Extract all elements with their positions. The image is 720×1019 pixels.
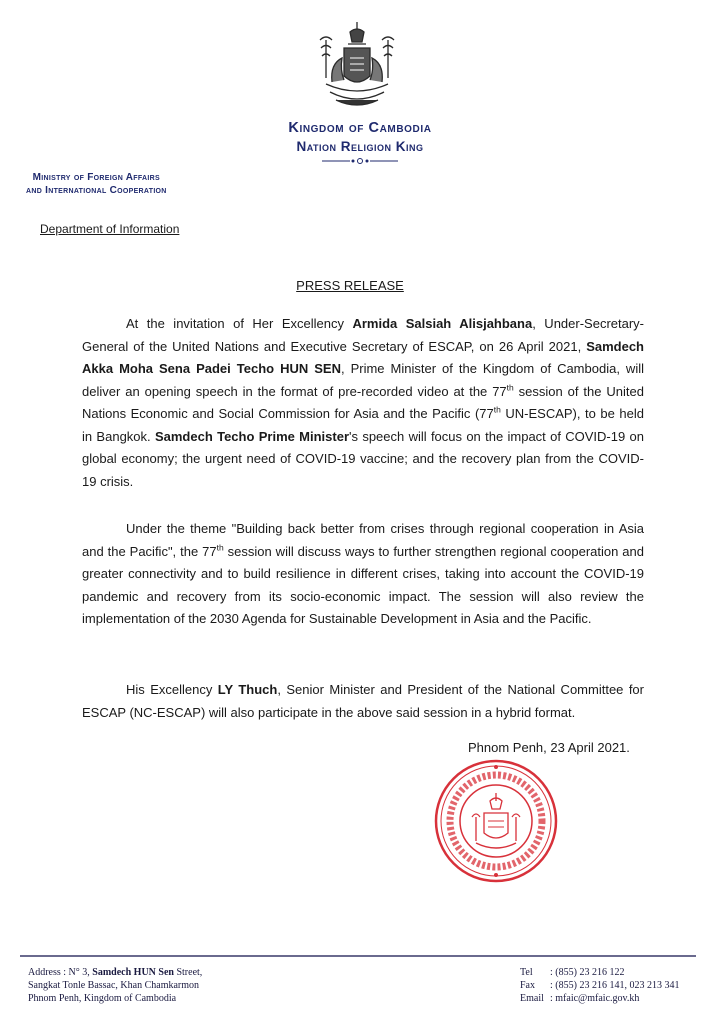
email-value[interactable]: : mfaic@mfaic.gov.kh (550, 993, 640, 1004)
ornament-divider-icon (320, 157, 400, 165)
footer-divider (20, 955, 696, 957)
p1-sup-1: th (506, 382, 514, 393)
p1-text-k: 's speech will focus on the impact of COVID-19 on global economy; the urgent need of COVID-19 vaccine; and the recovery plan from the COVID-19 crisis. (82, 428, 645, 489)
address-street-suffix: Street, (173, 967, 203, 978)
p1-sup-2: th (493, 404, 501, 415)
p3-name-ly-thuch: LY Thuch (217, 682, 278, 697)
footer-address (28, 966, 202, 1005)
address-street-name: Samdech HUN Sen (92, 967, 174, 978)
national-motto: Nation Religion King (296, 139, 424, 154)
address-line-2: Sangkat Tonle Bassac, Khan Chamkarmon (28, 980, 200, 991)
address-line-3: Phnom Penh, Kingdom of Cambodia (28, 993, 177, 1004)
p2-text-c: session will discuss ways to further strengthen regional cooperation and greater connectivity and to build resilience in different crises, taking into account the COVID-19 pandemic and recovery from its socio-economic impact. The session will also review the implementation of the 2030 Agenda for Sustainable Development in Asia and the Pacific. (82, 543, 644, 626)
footer-contact (520, 966, 679, 1005)
p3-text-a: His Excellency (126, 682, 218, 697)
paragraph-2 (82, 518, 644, 631)
official-seal-icon (432, 757, 560, 885)
p1-text-c: , Under-Secretary-General of the United Nations and Executive Secretary of ESCAP, on 26 April 2021, (82, 316, 645, 354)
p1-name-armida: Armida Salsiah Alisjahbana (352, 316, 533, 331)
p1-name-techo: Samdech Techo Prime Minister (154, 428, 350, 444)
p3-text-c: , Senior Minister and President of the National Committee for ESCAP (NC-ESCAP) will also participate in the above said session in a hybrid format. (82, 682, 644, 720)
ministry-line-2: and International Cooperation (26, 185, 167, 196)
ministry-line-1: Ministry of Foreign Affairs (32, 172, 160, 183)
p1-text-i: UN-ESCAP), to be held in Bangkok. (82, 406, 644, 444)
p1-text-e: , Prime Minister of the Kingdom of Cambodia, will deliver an opening speech in the format of pre-recorded video at the 77 (82, 361, 644, 399)
tel-value: : (855) 23 216 122 (550, 967, 625, 978)
fax-label: Fax (520, 980, 535, 991)
royal-coat-of-arms-icon (312, 18, 402, 113)
press-release-title: PRESS RELEASE (296, 278, 404, 293)
tel-label: Tel (520, 967, 533, 978)
p2-text-a: Under the theme "Building back better from crises through regional cooperation in Asia and the Pacific", the 77 (82, 521, 644, 559)
p2-sup: th (216, 542, 224, 553)
dateline: Phnom Penh, 23 April 2021. (468, 740, 630, 755)
p1-text-g: session of the United Nations Economic and Social Commission for Asia and the Pacific (77 (82, 383, 644, 421)
ministry-heading (26, 171, 167, 197)
email-label: Email (520, 993, 544, 1004)
p1-text-a: At the invitation of Her Excellency (126, 316, 353, 331)
paragraph-1 (82, 313, 644, 493)
fax-value: : (855) 23 216 141, 023 213 341 (550, 980, 680, 991)
paragraph-3 (82, 679, 644, 724)
department-label: Department of Information (40, 222, 180, 236)
kingdom-name: Kingdom of Cambodia (288, 120, 432, 136)
address-label: Address : N° 3, (28, 967, 93, 978)
p1-name-hun-sen: Samdech Akka Moha Sena Padei Techo HUN SEN (82, 338, 644, 376)
kingdom-heading (210, 120, 510, 165)
